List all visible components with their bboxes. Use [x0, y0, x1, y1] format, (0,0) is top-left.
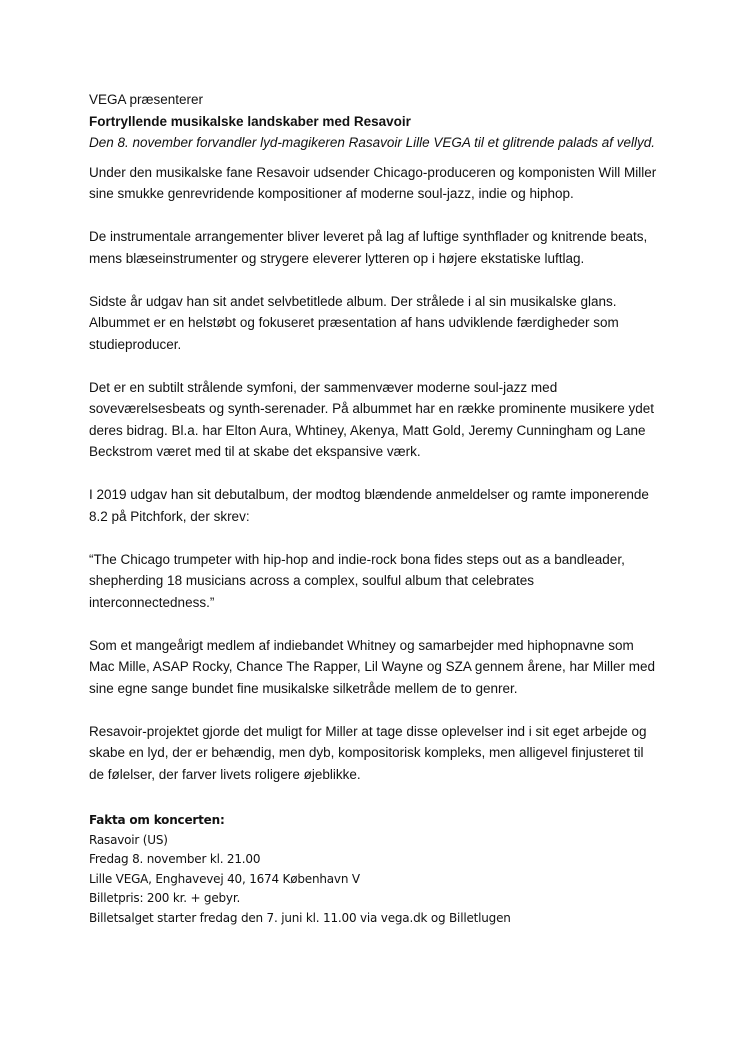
header-block [89, 89, 661, 154]
paragraph-debut: I 2019 udgav han sit debutalbum, der modtog blændende anmeldelser og ramte imponerende 8.2 på Pitchfork, der skrev: [89, 487, 649, 524]
body-text [89, 162, 661, 786]
facts-date: Fredag 8. november kl. 21.00 [89, 852, 261, 866]
paragraph-symphony: Det er en subtilt strålende symfoni, der sammenvæver moderne soul-jazz med soveværelsesbeats og synth-serenader. På albummet har en række prominente musikere ydet deres bidrag. Bl.a. har Elton Aura, Whtiney, Akenya, Matt Gold, Jeremy Cunningham og Lane Beckstrom været med til at skabe det ekspansive værk. [89, 379, 655, 459]
presenter-line: VEGA præsenterer [89, 92, 204, 107]
paragraph-project: Resavoir-projektet gjorde det muligt for Miller at tage disse oplevelser ind i sit eget arbejde og skabe en lyd, der er behændig, men dyb, kompositorisk kompleks, men alligevel finjusteret til de følelser, der farver livets roligere øjeblikke. [89, 723, 647, 782]
press-subtitle: Den 8. november forvandler lyd-magikeren Rasavoir Lille VEGA til et glitrende palads af vellyd. [89, 135, 656, 150]
document-page [89, 89, 661, 928]
paragraph-arrangements: De instrumentale arrangementer bliver leveret på lag af luftige synthflader og knitrende beats, mens blæseinstrumenter og strygere eleverer lytteren op i højere ekstatiske luftlag. [89, 229, 648, 266]
facts-price: Billetpris: 200 kr. + gebyr. [89, 891, 241, 905]
press-title: Fortryllende musikalske landskaber med Resavoir [89, 113, 411, 129]
paragraph-quote: “The Chicago trumpeter with hip-hop and indie-rock bona fides steps out as a bandleader, shepherding 18 musicians across a complex, soulful album that celebrates interconnectedness.” [89, 551, 625, 610]
facts-artist: Rasavoir (US) [89, 832, 168, 847]
concert-facts [89, 811, 661, 928]
paragraph-collaborations: Som et mangeårigt medlem af indiebandet Whitney og samarbejder med hiphopnavne som Mac Mille, ASAP Rocky, Chance The Rapper, Lil Wayne og SZA gennem årene, har Miller med sine egne sange bundet fine musikalske silketråde mellem de to genrer. [89, 637, 656, 696]
facts-ticket-sale: Billetsalget starter fredag den 7. juni kl. 11.00 via vega.dk og Billetlugen [89, 910, 511, 925]
facts-venue: Lille VEGA, Enghavevej 40, 1674 København V [89, 871, 360, 886]
paragraph-intro: Under den musikalske fane Resavoir udsender Chicago-produceren og komponisten Will Miller sine smukke genrevridende kompositioner af moderne soul-jazz, indie og hiphop. [89, 164, 657, 201]
facts-heading: Fakta om koncerten: [89, 813, 225, 827]
paragraph-album: Sidste år udgav han sit andet selvbetitlede album. Der strålede i al sin musikalske glans. Albummet er en helstøbt og fokuseret præsentation af hans udviklende færdigheder som studieproducer. [89, 293, 619, 352]
